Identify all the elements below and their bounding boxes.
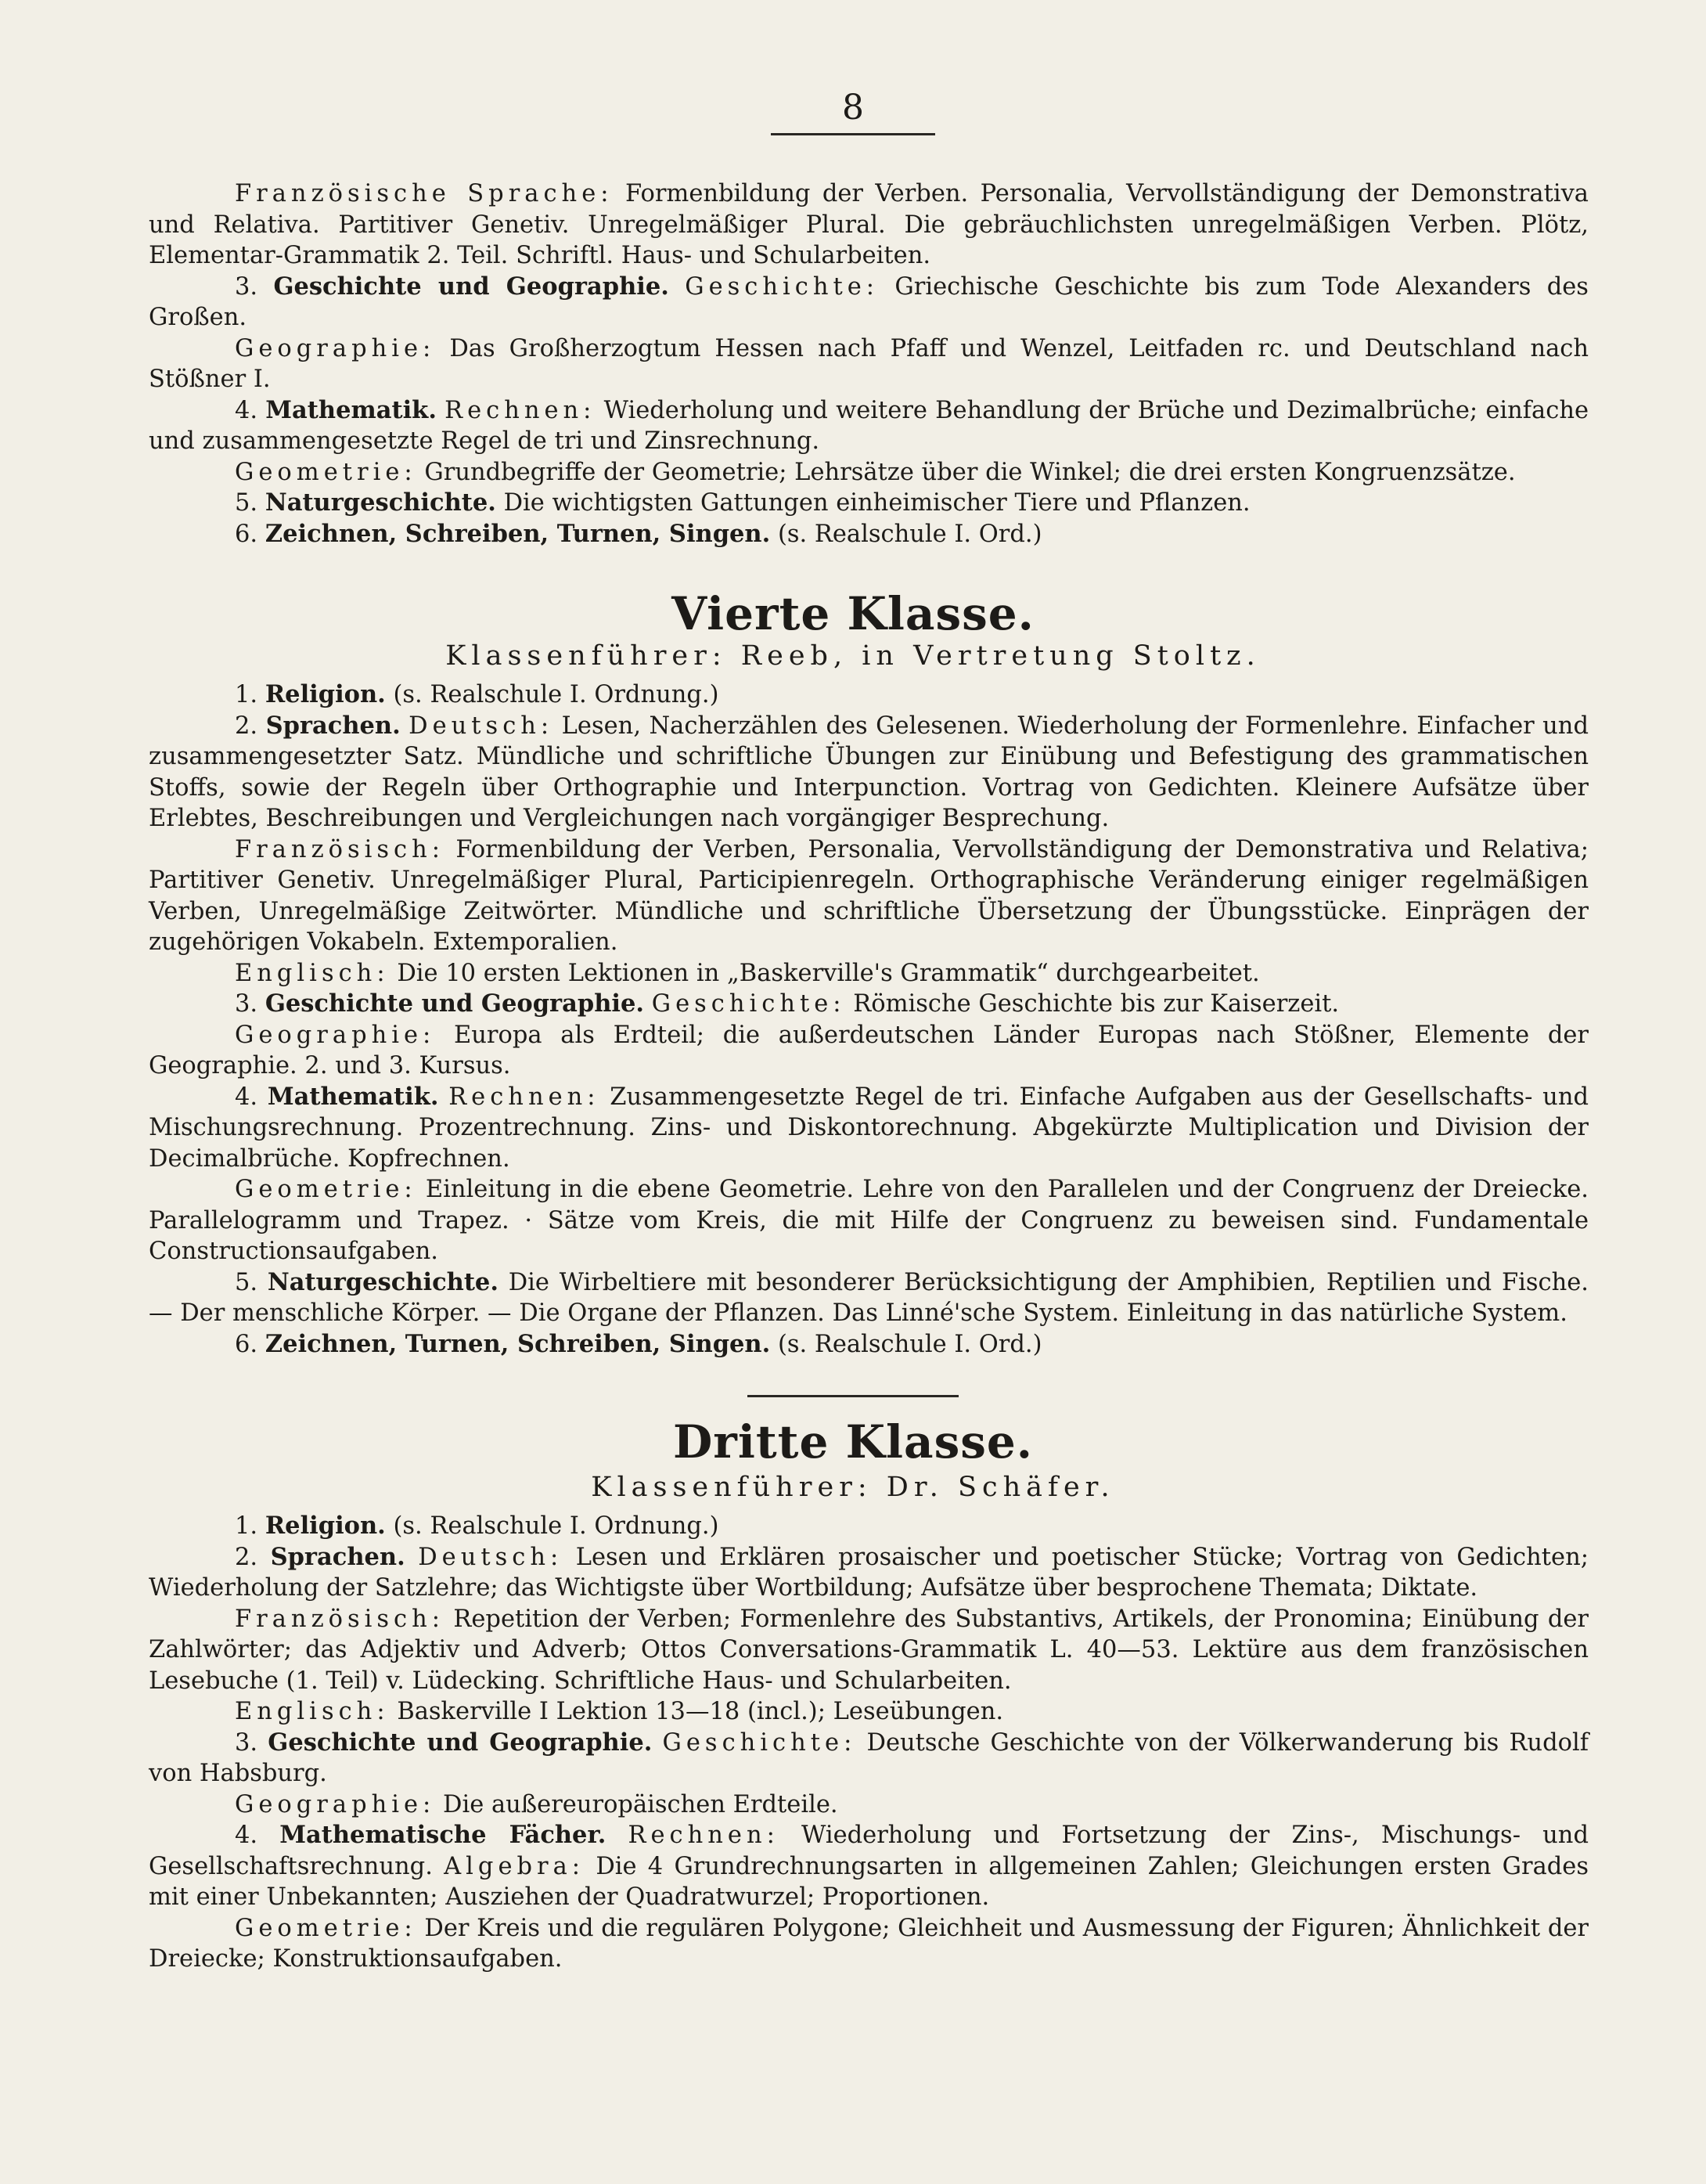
- paragraph: 4. Mathematik. Rechnen: Wiederholung und weitere Behandlung der Brüche und Dezimalbrüche; einfache und zusammengesetzte Regel de tri und Zinsrechnung.: [149, 395, 1589, 455]
- paragraph: 5. Naturgeschichte. Die Wirbeltiere mit besonderer Berücksichtigung der Amphibien, Reptilien und Fische. — Der menschliche Körper. — Die Organe der Pflanzen. Das Linné'sche System. Einleitung in das natürliche System.: [149, 1267, 1589, 1327]
- class-leader-vierte: Klassenführer: Reeb, in Vertretung Stoltz.: [445, 640, 1261, 672]
- vierte-section: [149, 679, 1589, 1360]
- paragraph: Geometrie: Grundbegriffe der Geometrie; Lehrsätze über die Winkel; die drei ersten Kongruenzsätze.: [235, 458, 1516, 486]
- section-heading-dritte: Dritte Klasse.: [673, 1415, 1033, 1469]
- paragraph: Geographie: Europa als Erdteil; die außerdeutschen Länder Europas nach Stößner, Elemente der Geographie. 2. und 3. Kursus.: [149, 1021, 1589, 1079]
- paragraph: Geometrie: Der Kreis und die regulären Polygone; Gleichheit und Ausmessung der Figuren; Ähnlichkeit der Dreiecke; Konstruktionsaufgaben.: [149, 1914, 1589, 1973]
- dritte-section: [149, 1511, 1589, 1975]
- top-section: [149, 178, 1589, 550]
- paragraph: 3. Geschichte und Geographie. Geschichte: Römische Geschichte bis zur Kaiserzeit.: [235, 989, 1340, 1018]
- paragraph: 4. Mathematische Fächer. Rechnen: Wiederholung und Fortsetzung der Zins-, Mischungs- und Gesellschaftsrechnung. Algebra: Die 4 Grundrechnungsarten in allgemeinen Zahlen; Gleichungen ersten Grades mit einer Unbekannten; Ausziehen der Quadratwurzel; Proportionen.: [149, 1821, 1589, 1911]
- paragraph: Englisch: Baskerville I Lektion 13—18 (incl.); Leseübungen.: [235, 1698, 1004, 1725]
- paragraph: Geographie: Die außereuropäischen Erdteile.: [235, 1790, 838, 1818]
- paragraph: 1. Religion. (s. Realschule I. Ordnung.): [235, 680, 719, 708]
- paragraph: 2. Sprachen. Deutsch: Lesen und Erklären prosaischer und poetischer Stücke; Vortrag von Gedichten; Wiederholung der Satzlehre; das Wichtigste über Wortbildung; Aufsätze über besprochene Themata; Diktate.: [149, 1542, 1589, 1602]
- paragraph: 6. Zeichnen, Schreiben, Turnen, Singen. (s. Realschule I. Ord.): [235, 519, 1042, 548]
- paragraph: Französische Sprache: Formenbildung der Verben. Personalia, Vervollständigung der Demonstrativa und Relativa. Partitiver Genetiv. Unregelmäßiger Plural. Die gebräuchlichsten unregelmäßigen Verben. Plötz, Elementar-Grammatik 2. Teil. Schriftl. Haus- und Schularbeiten.: [149, 180, 1589, 269]
- paragraph: 6. Zeichnen, Turnen, Schreiben, Singen. (s. Realschule I. Ord.): [235, 1329, 1042, 1358]
- paragraph: Französisch: Formenbildung der Verben, Personalia, Vervollständigung der Demonstrativa und Relativa; Partitiver Genetiv. Unregelmäßiger Plural, Participienregeln. Orthographische Veränderung einiger regelmäßigen Verben, Unregelmäßige Zeitwörter. Mündliche und schriftliche Übersetzung der Übungsstücke. Einprägen der zugehörigen Vokabeln. Extemporalien.: [149, 835, 1589, 956]
- paragraph: 2. Sprachen. Deutsch: Lesen, Nacherzählen des Gelesenen. Wiederholung der Formenlehre. Einfacher und zusammengesetzter Satz. Mündliche und schriftliche Übungen zur Einübung und Befestigung des grammatischen Stoffs, sowie der Regeln über Orthographie und Interpunction. Vortrag von Gedichten. Kleinere Aufsätze über Erlebtes, Beschreibungen und Vergleichungen nach vorgängiger Besprechung.: [149, 711, 1589, 832]
- paragraph: 1. Religion. (s. Realschule I. Ordnung.): [235, 1512, 719, 1540]
- paragraph: 3. Geschichte und Geographie. Geschichte: Griechische Geschichte bis zum Tode Alexanders des Großen.: [149, 272, 1589, 331]
- paragraph: 5. Naturgeschichte. Die wichtigsten Gattungen einheimischer Tiere und Pflanzen.: [235, 488, 1251, 517]
- paragraph: Geographie: Das Großherzogtum Hessen nach Pfaff und Wenzel, Leitfaden rc. und Deutschland nach Stößner I.: [149, 334, 1589, 393]
- paragraph: 4. Mathematik. Rechnen: Zusammengesetzte Regel de tri. Einfache Aufgaben aus der Gesellschafts- und Mischungsrechnung. Prozentrechnung. Zins- und Diskontorechnung. Abgekürzte Multiplication und Division der Decimalbrüche. Kopfrechnen.: [149, 1082, 1589, 1173]
- paragraph: Französisch: Repetition der Verben; Formenlehre des Substantivs, Artikels, der Pronomina; Einübung der Zahlwörter; das Adjektiv und Adverb; Ottos Conversations-Grammatik L. 40—53. Lektüre aus dem französischen Lesebuche (1. Teil) v. Lüdecking. Schriftliche Haus- und Schularbeiten.: [149, 1605, 1589, 1695]
- class-leader-dritte: Klassenführer: Dr. Schäfer.: [591, 1472, 1115, 1503]
- section-divider: [747, 1395, 959, 1397]
- paragraph: Englisch: Die 10 ersten Lektionen in „Baskerville's Grammatik“ durchgearbeitet.: [235, 959, 1260, 987]
- section-heading-vierte: Vierte Klasse.: [671, 587, 1035, 640]
- header-rule: [771, 133, 935, 135]
- paragraph: Geometrie: Einleitung in die ebene Geometrie. Lehre von den Parallelen und der Congruenz der Dreiecke. Parallelogramm und Trapez. · Sätze vom Kreis, die mit Hilfe der Congruenz zu beweisen sind. Fundamentale Constructionsaufgaben.: [149, 1176, 1589, 1265]
- paragraph: 3. Geschichte und Geographie. Geschichte: Deutsche Geschichte von der Völkerwanderung bis Rudolf von Habsburg.: [149, 1728, 1589, 1787]
- page-number: 8: [842, 88, 864, 128]
